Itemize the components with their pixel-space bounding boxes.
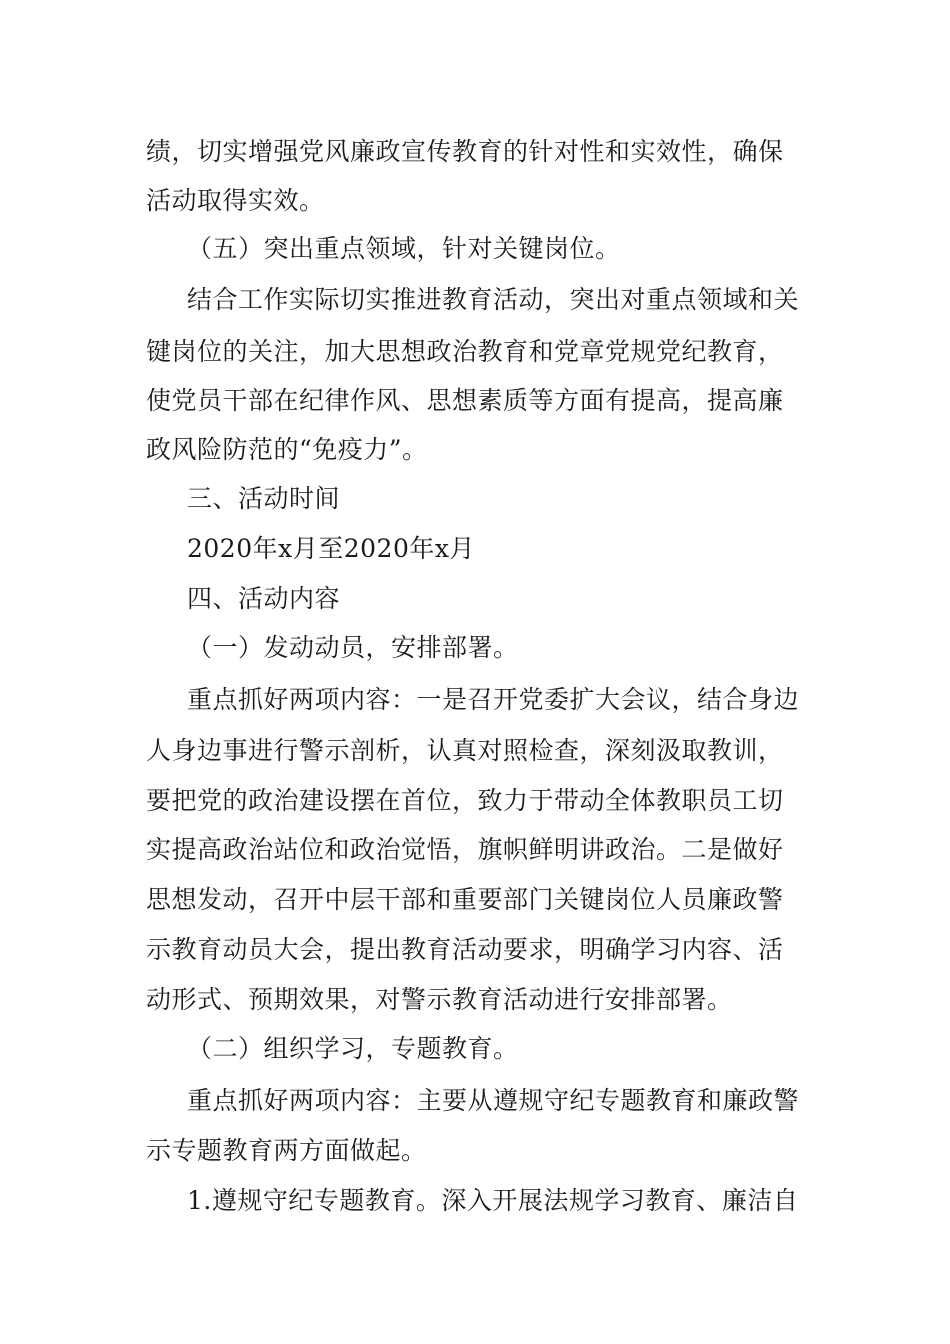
paragraph-line: 绩，切实增强党风廉政宣传教育的针对性和实效性，确保	[146, 137, 784, 166]
paragraph-line: 示专题教育两方面做起。	[146, 1136, 427, 1165]
paragraph-line: 活动取得实效。	[146, 186, 325, 215]
paragraph-line: 示教育动员大会，提出教育活动要求，明确学习内容、活	[146, 935, 784, 964]
date-range: 2020年x月至2020年x月	[187, 534, 475, 563]
section-heading: 四、活动内容	[187, 584, 341, 613]
section-heading: （二）组织学习，专题教育。	[187, 1034, 519, 1063]
paragraph-line: 实提高政治站位和政治觉悟，旗帜鲜明讲政治。二是做好	[146, 835, 784, 864]
paragraph-line: 重点抓好两项内容：主要从遵规守纪专题教育和廉政警	[187, 1086, 800, 1115]
paragraph-line: 政风险防范的“免疫力”。	[146, 435, 428, 464]
paragraph-line: 使党员干部在纪律作风、思想素质等方面有提高，提高廉	[146, 386, 784, 415]
section-heading: 三、活动时间	[187, 484, 341, 513]
section-heading: （五）突出重点领域，针对关键岗位。	[187, 234, 621, 263]
paragraph-line: 1.遵规守纪专题教育。深入开展法规学习教育、廉洁自	[187, 1186, 799, 1215]
section-heading: （一）发动动员，安排部署。	[187, 633, 519, 662]
paragraph-line: 思想发动，召开中层干部和重要部门关键岗位人员廉政警	[146, 885, 784, 914]
paragraph-line: 要把党的政治建设摆在首位，致力于带动全体教职员工切	[146, 786, 784, 815]
paragraph-line: 键岗位的关注，加大思想政治教育和党章党规党纪教育，	[146, 337, 784, 366]
paragraph-line: 重点抓好两项内容：一是召开党委扩大会议，结合身边	[187, 685, 800, 714]
paragraph-line: 结合工作实际切实推进教育活动，突出对重点领域和关	[187, 285, 800, 314]
paragraph-line: 动形式、预期效果，对警示教育活动进行安排部署。	[146, 985, 733, 1014]
paragraph-line: 人身边事进行警示剖析，认真对照检查，深刻汲取教训，	[146, 736, 784, 765]
